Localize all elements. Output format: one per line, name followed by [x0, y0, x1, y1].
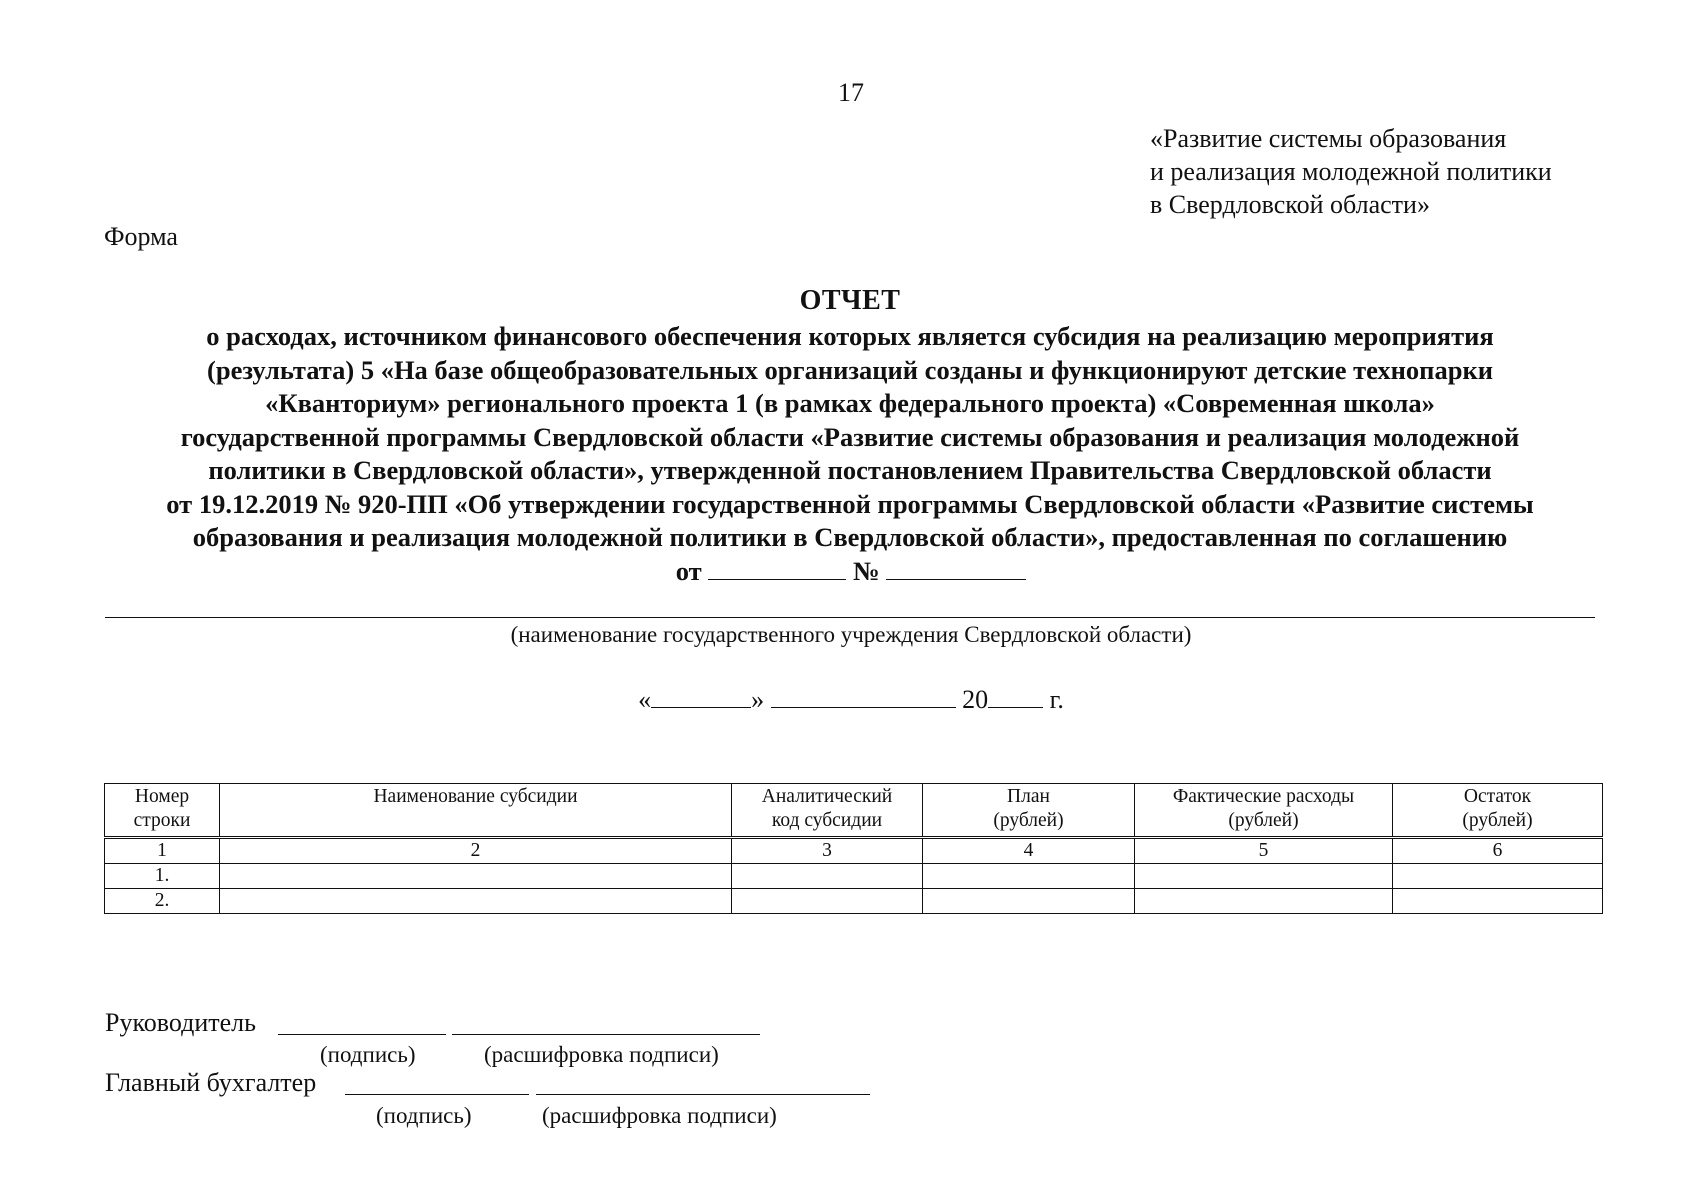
day-blank[interactable] — [651, 683, 751, 708]
subtitle-line: политики в Свердловской области», утвержденной постановлением Правительства Свердловской области — [208, 455, 1492, 485]
column-number: 4 — [923, 838, 1135, 864]
report-subtitle — [95, 320, 1605, 555]
agreement-line — [0, 555, 1702, 587]
agreement-number-blank[interactable] — [886, 555, 1026, 580]
institution-name-blank[interactable] — [105, 617, 1595, 618]
column-number-row — [105, 838, 1603, 864]
header-cell-subsidy-name — [220, 784, 732, 838]
table-cell[interactable] — [1393, 889, 1603, 914]
header-line: Аналитический — [761, 786, 893, 807]
date-open-quote: « — [638, 685, 652, 714]
table-row — [105, 889, 1603, 914]
table-cell[interactable] — [220, 864, 732, 889]
date-close-quote: » — [751, 685, 765, 714]
head-signature-caption: (подпись) — [320, 1042, 416, 1067]
accountant-signature-blank[interactable] — [345, 1094, 529, 1095]
row-number-cell: 1. — [105, 864, 220, 889]
head-signature-blank[interactable] — [278, 1034, 446, 1035]
form-label: Форма — [104, 222, 178, 251]
row-number-cell: 2. — [105, 889, 220, 914]
subtitle-line: от 19.12.2019 № 920-ПП «Об утверждении государственной программы Свердловской области «Развитие системы — [166, 488, 1534, 519]
expenses-table — [104, 783, 1603, 914]
accountant-decoding-caption: (расшифровка подписи) — [542, 1103, 777, 1128]
subtitle-line: (результата) 5 «На базе общеобразовательных организаций созданы и функционируют детские технопарки — [207, 354, 1493, 385]
header-line: (рублей) — [1228, 810, 1299, 831]
table-cell[interactable] — [1135, 864, 1393, 889]
header-line: Номер — [134, 786, 190, 807]
table-cell[interactable] — [1393, 864, 1603, 889]
header-line: (рублей) — [1462, 810, 1533, 831]
program-reference-line: в Свердловской области» — [1150, 190, 1430, 219]
accountant-signature-label: Главный бухгалтер — [105, 1068, 317, 1097]
header-line: План — [1007, 786, 1050, 807]
column-number: 2 — [220, 838, 732, 864]
header-line: код субсидии — [771, 810, 883, 831]
header-line: Остаток — [1463, 786, 1532, 807]
header-cell-row-number — [105, 784, 220, 838]
agreement-date-blank[interactable] — [708, 555, 846, 580]
table-row — [105, 864, 1603, 889]
year-prefix: 20 — [962, 685, 989, 714]
institution-caption: (наименование государственного учреждения Свердловской области) — [510, 622, 1192, 647]
table-cell[interactable] — [732, 889, 923, 914]
subtitle-line: о расходах, источником финансового обеспечения которых является субсидия на реализацию мероприятия — [206, 321, 1494, 351]
report-date-line — [0, 683, 1702, 715]
year-blank[interactable] — [988, 683, 1043, 708]
agreement-from-label: от — [675, 556, 702, 586]
head-decoding-blank[interactable] — [452, 1034, 760, 1035]
subtitle-line: образования и реализация молодежной политики в Свердловской области», предоставленная по соглашению — [192, 522, 1508, 552]
program-reference — [1150, 122, 1552, 221]
page-number: 17 — [838, 78, 864, 107]
header-cell-balance — [1393, 784, 1603, 838]
column-number: 5 — [1135, 838, 1393, 864]
month-blank[interactable] — [771, 683, 956, 708]
header-line: строки — [133, 810, 191, 831]
agreement-number-label: № — [852, 556, 880, 586]
subtitle-line: государственной программы Свердловской области «Развитие системы образования и реализация молодежной — [180, 421, 1520, 452]
header-line: Фактические расходы — [1172, 786, 1355, 807]
table-cell[interactable] — [923, 889, 1135, 914]
header-line: Наименование субсидии — [373, 786, 578, 807]
head-signature-label: Руководитель — [105, 1008, 256, 1037]
accountant-decoding-blank[interactable] — [536, 1094, 870, 1095]
table-cell[interactable] — [1135, 889, 1393, 914]
header-cell-actual-expenses — [1135, 784, 1393, 838]
accountant-signature-caption: (подпись) — [376, 1103, 472, 1128]
table-cell[interactable] — [220, 889, 732, 914]
column-number: 6 — [1393, 838, 1603, 864]
report-title: ОТЧЕТ — [799, 285, 901, 316]
subtitle-line: «Кванториум» регионального проекта 1 (в рамках федерального проекта) «Современная школа» — [265, 388, 1435, 418]
header-cell-analytic-code — [732, 784, 923, 838]
head-decoding-caption: (расшифровка подписи) — [484, 1042, 719, 1067]
program-reference-line: и реализация молодежной политики — [1150, 157, 1552, 186]
table-cell[interactable] — [923, 864, 1135, 889]
header-cell-plan — [923, 784, 1135, 838]
table-header-row — [105, 784, 1603, 838]
column-number: 1 — [105, 838, 220, 864]
column-number: 3 — [732, 838, 923, 864]
header-line: (рублей) — [993, 810, 1064, 831]
program-reference-line: «Развитие системы образования — [1150, 124, 1507, 153]
table-cell[interactable] — [732, 864, 923, 889]
year-suffix: г. — [1049, 685, 1064, 714]
